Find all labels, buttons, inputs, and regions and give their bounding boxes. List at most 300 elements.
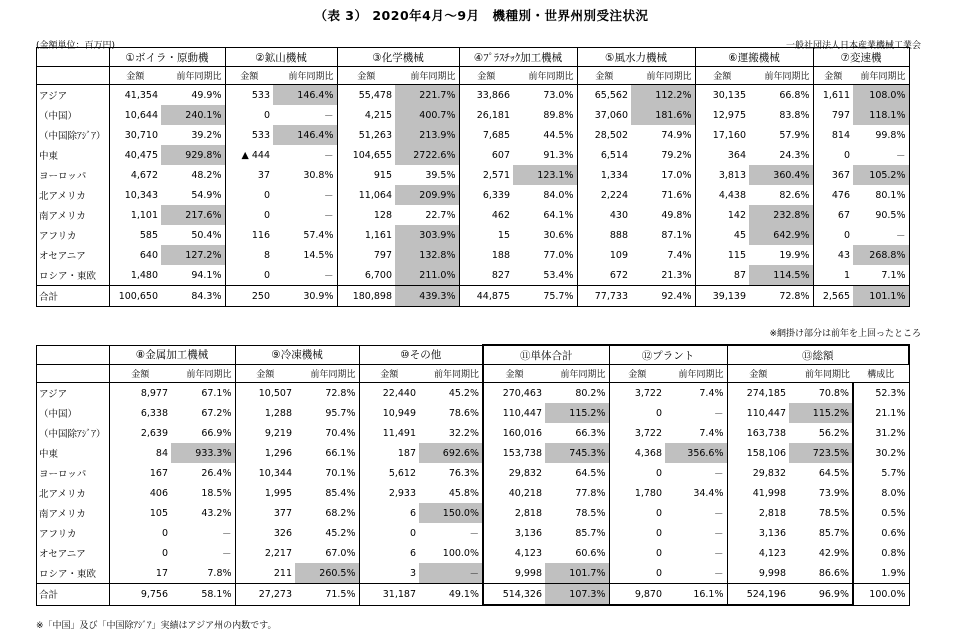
ratio-cell: 209.9% [395, 185, 459, 205]
region-label: 中東 [39, 449, 59, 460]
amount-cell: 6,338 [109, 403, 171, 423]
ratio-cell: 112.2% [631, 85, 695, 106]
ratio-cell: 56.2% [789, 423, 853, 443]
region-row [37, 383, 910, 404]
ratio-cell: 45.8% [448, 487, 480, 499]
share-cell: 0.6% [881, 527, 906, 539]
group-header: ①ボイラ・原動機 [109, 48, 225, 67]
amount-cell: 6 [359, 543, 419, 563]
ratio-cell: 75.7% [513, 286, 577, 307]
region-label: （中国除ｱｼﾞｱ） [39, 131, 106, 142]
region-row [37, 245, 910, 265]
amount-cell: 65,562 [577, 85, 631, 106]
amount-cell: 4,672 [109, 165, 161, 185]
group-header: ⑧金属加工機械 [109, 345, 235, 365]
amount-cell: 9,998 [727, 563, 789, 584]
amount-cell: 1,611 [813, 85, 853, 106]
ratio-cell: 89.8% [543, 109, 574, 121]
amount-cell: 0 [609, 543, 665, 563]
region-label: 南アメリカ [39, 509, 86, 520]
ratio-cell: 66.3% [575, 427, 606, 439]
group-header: ③化学機械 [337, 48, 459, 67]
orders-table-1 [36, 47, 910, 307]
region-label: アフリカ [39, 231, 77, 242]
amount-cell: 2,818 [727, 503, 789, 523]
ratio-header: 前年同期比 [789, 365, 853, 383]
ratio-cell: 30.8% [303, 169, 334, 181]
ratio-cell: － [714, 569, 724, 580]
ratio-cell: 72.8% [749, 286, 813, 307]
amount-cell: 67 [813, 205, 853, 225]
ratio-cell: 84.0% [543, 189, 574, 201]
ratio-header: 前年同期比 [295, 365, 359, 383]
ratio-cell: 49.8% [661, 209, 692, 221]
corner-cell [37, 345, 110, 365]
region-row [37, 403, 910, 423]
region-row [37, 105, 910, 125]
amount-cell: 188 [459, 245, 513, 265]
ratio-cell: 70.8% [789, 383, 853, 404]
amount-cell: 9,756 [109, 584, 171, 606]
ratio-header: 前年同期比 [853, 67, 909, 85]
amount-cell: 672 [577, 265, 631, 286]
amount-header: 金額 [609, 365, 665, 383]
ratio-cell: － [714, 529, 724, 540]
amount-cell: 180,898 [337, 286, 395, 307]
amount-cell: 0 [813, 145, 853, 165]
ratio-cell: 82.6% [779, 189, 810, 201]
ratio-cell: 360.4% [749, 165, 813, 185]
ratio-header: 前年同期比 [513, 67, 577, 85]
amount-cell: 827 [459, 265, 513, 286]
ratio-cell: － [896, 231, 906, 242]
ratio-cell: 42.9% [789, 543, 853, 563]
amount-cell: 9,998 [483, 563, 545, 584]
amount-header: 金額 [695, 67, 749, 85]
ratio-cell: 48.2% [191, 169, 222, 181]
ratio-cell: 64.1% [543, 209, 574, 221]
group-header: ⑥運搬機械 [695, 48, 813, 67]
ratio-cell: 86.6% [789, 563, 853, 584]
ratio-cell: － [324, 111, 334, 122]
amount-cell: 28,502 [577, 125, 631, 145]
amount-cell: 585 [109, 225, 161, 245]
ratio-cell: 57.9% [779, 129, 810, 141]
amount-cell: 476 [813, 185, 853, 205]
ratio-cell: － [222, 529, 232, 540]
amount-cell: 250 [225, 286, 273, 307]
amount-cell: 51,263 [337, 125, 395, 145]
amount-cell: 160,016 [483, 423, 545, 443]
corner-cell [37, 67, 110, 85]
amount-cell: 915 [337, 165, 395, 185]
ratio-cell: 53.4% [543, 269, 574, 281]
share-cell: 52.3% [875, 387, 906, 399]
ratio-header: 前年同期比 [419, 365, 483, 383]
corner-cell [37, 365, 110, 383]
amount-cell: 100,650 [109, 286, 161, 307]
ratio-cell: 101.1% [853, 286, 909, 307]
amount-cell: 640 [109, 245, 161, 265]
group-header-row [37, 345, 910, 365]
group-header: ⑩その他 [359, 345, 483, 365]
amount-cell: 15 [459, 225, 513, 245]
ratio-cell: 150.0% [419, 503, 483, 523]
amount-cell: 797 [337, 245, 395, 265]
share-cell: 0.8% [881, 547, 906, 559]
ratio-cell: 60.6% [575, 547, 606, 559]
amount-cell: 30,710 [109, 125, 161, 145]
region-label: 南アメリカ [39, 211, 86, 222]
amount-cell: 2,818 [483, 503, 545, 523]
ratio-cell: 71.5% [295, 584, 359, 606]
amount-cell: 9,219 [235, 423, 295, 443]
amount-cell: 3,136 [483, 523, 545, 543]
region-row [37, 165, 910, 185]
amount-cell: 30,135 [695, 85, 749, 106]
region-label: ヨーロッパ [39, 171, 87, 182]
region-row [37, 463, 910, 483]
share-cell: 0.5% [881, 507, 906, 519]
amount-cell: 116 [225, 225, 273, 245]
ratio-cell: 18.5% [201, 487, 232, 499]
region-row [37, 265, 910, 286]
ratio-header: 前年同期比 [545, 365, 609, 383]
ratio-cell: 76.3% [448, 467, 480, 479]
group-header: ⑨冷凍機械 [235, 345, 359, 365]
amount-cell: 45 [695, 225, 749, 245]
group-header: ⑪単体合計 [483, 345, 609, 365]
amount-cell: 797 [813, 105, 853, 125]
region-row [37, 543, 910, 563]
ratio-cell: 642.9% [749, 225, 813, 245]
ratio-cell: 115.2% [789, 403, 853, 423]
ratio-cell: 268.8% [853, 245, 909, 265]
ratio-cell: 32.2% [448, 427, 480, 439]
amount-cell: 4,438 [695, 185, 749, 205]
ratio-cell: － [419, 563, 483, 584]
amount-cell: 326 [235, 523, 295, 543]
group-header: ④ﾌﾟﾗｽﾁｯｸ加工機械 [459, 48, 577, 67]
region-label: アジア [39, 91, 68, 102]
ratio-header: 前年同期比 [665, 365, 727, 383]
ratio-header: 前年同期比 [749, 67, 813, 85]
region-row [37, 563, 910, 584]
amount-cell: 77,733 [577, 286, 631, 307]
region-row [37, 145, 910, 165]
ratio-cell: 211.0% [395, 265, 459, 286]
amount-cell: 104,655 [337, 145, 395, 165]
region-row [37, 443, 910, 463]
amount-cell: 377 [235, 503, 295, 523]
ratio-cell: 146.4% [273, 125, 337, 145]
ratio-cell: 213.9% [395, 125, 459, 145]
region-label: オセアニア [39, 549, 86, 560]
ratio-cell: 91.3% [543, 149, 574, 161]
ratio-cell: 240.1% [161, 105, 225, 125]
amount-cell: 44,875 [459, 286, 513, 307]
ratio-cell: 114.5% [749, 265, 813, 286]
amount-cell: 37 [225, 165, 273, 185]
amount-cell: 430 [577, 205, 631, 225]
ratio-cell: 67.0% [325, 547, 356, 559]
ratio-cell: 99.8% [875, 129, 906, 141]
share-cell: 8.0% [881, 487, 906, 499]
region-row [37, 225, 910, 245]
region-row [37, 185, 910, 205]
amount-cell: 3 [359, 563, 419, 584]
region-label: 中東 [39, 151, 59, 162]
amount-cell: 27,273 [235, 584, 295, 606]
group-header: ⑫プラント [609, 345, 727, 365]
amount-header: 金額 [459, 67, 513, 85]
region-row [37, 483, 910, 503]
ratio-cell: 80.2% [575, 387, 606, 399]
ratio-cell: － [714, 549, 724, 560]
amount-cell: 109 [577, 245, 631, 265]
region-label: ヨーロッパ [39, 469, 87, 480]
ratio-cell: 439.3% [395, 286, 459, 307]
amount-cell: 0 [609, 563, 665, 584]
amount-cell: 1 [813, 265, 853, 286]
amount-header: 金額 [727, 365, 789, 383]
share-cell: 5.7% [881, 467, 906, 479]
ratio-header: 前年同期比 [161, 67, 225, 85]
region-row [37, 125, 910, 145]
ratio-cell: 933.3% [171, 443, 235, 463]
region-label: （中国） [39, 409, 78, 420]
amount-cell: ▲ 444 [225, 145, 273, 165]
amount-cell: 814 [813, 125, 853, 145]
share-cell: 30.2% [875, 447, 906, 459]
ratio-cell: 72.8% [325, 387, 356, 399]
ratio-cell: 45.2% [448, 387, 480, 399]
amount-header: 金額 [813, 67, 853, 85]
region-label: アフリカ [39, 529, 77, 540]
amount-cell: 9,870 [609, 584, 665, 606]
total-row [37, 584, 910, 606]
ratio-cell: 22.7% [425, 209, 456, 221]
amount-cell: 29,832 [483, 463, 545, 483]
amount-cell: 0 [609, 463, 665, 483]
amount-cell: 43 [813, 245, 853, 265]
ratio-cell: 14.5% [303, 249, 334, 261]
amount-cell: 0 [225, 105, 273, 125]
ratio-cell: － [324, 191, 334, 202]
amount-cell: 4,215 [337, 105, 395, 125]
amount-cell: 2,639 [109, 423, 171, 443]
ratio-cell: 66.8% [779, 89, 810, 101]
ratio-cell: 101.7% [545, 563, 609, 584]
bottom-note: ※「中国」及び「中国除ｱｼﾞｱ」実績はアジア州の内数です。 [36, 621, 277, 631]
amount-cell: 1,480 [109, 265, 161, 286]
ratio-cell: 17.0% [661, 169, 692, 181]
region-row [37, 205, 910, 225]
amount-cell: 0 [609, 403, 665, 423]
region-label: オセアニア [39, 251, 86, 262]
amount-cell: 367 [813, 165, 853, 185]
amount-cell: 167 [109, 463, 171, 483]
ratio-cell: 77.8% [575, 487, 606, 499]
region-label: 合計 [37, 286, 110, 307]
amount-header: 金額 [109, 365, 171, 383]
ratio-cell: 64.5% [575, 467, 606, 479]
ratio-cell: 105.2% [853, 165, 909, 185]
amount-cell: 462 [459, 205, 513, 225]
ratio-cell: 723.5% [789, 443, 853, 463]
amount-cell: 7,685 [459, 125, 513, 145]
amount-cell: 533 [225, 85, 273, 106]
amount-cell: 3,722 [609, 383, 665, 404]
ratio-cell: － [896, 151, 906, 162]
ratio-cell: 118.1% [853, 105, 909, 125]
ratio-cell: 50.4% [191, 229, 222, 241]
ratio-cell: 54.9% [191, 189, 222, 201]
ratio-cell: － [714, 409, 724, 420]
share-cell: 21.1% [875, 407, 906, 419]
ratio-cell: 232.8% [749, 205, 813, 225]
ratio-cell: 7.4% [667, 249, 692, 261]
region-label: 北アメリカ [39, 489, 86, 500]
ratio-cell: 30.6% [543, 229, 574, 241]
ratio-cell: 21.3% [661, 269, 692, 281]
ratio-cell: 71.6% [661, 189, 692, 201]
group-header-row [37, 48, 910, 67]
amount-cell: 4,368 [609, 443, 665, 463]
ratio-cell: 66.9% [201, 427, 232, 439]
amount-cell: 3,813 [695, 165, 749, 185]
ratio-cell: 96.9% [789, 584, 853, 606]
amount-cell: 364 [695, 145, 749, 165]
ratio-cell: 7.4% [699, 387, 724, 399]
amount-header: 金額 [109, 67, 161, 85]
amount-cell: 41,354 [109, 85, 161, 106]
region-row [37, 503, 910, 523]
ratio-cell: 100.0% [442, 547, 480, 559]
ratio-cell: 39.2% [191, 129, 222, 141]
ratio-cell: 64.5% [789, 463, 853, 483]
amount-cell: 6 [359, 503, 419, 523]
ratio-header: 前年同期比 [273, 67, 337, 85]
amount-cell: 40,218 [483, 483, 545, 503]
ratio-cell: 70.4% [325, 427, 356, 439]
ratio-cell: 2722.6% [395, 145, 459, 165]
ratio-cell: 34.4% [693, 487, 724, 499]
amount-cell: 1,296 [235, 443, 295, 463]
ratio-cell: 745.3% [545, 443, 609, 463]
amount-cell: 10,344 [235, 463, 295, 483]
amount-cell: 2,224 [577, 185, 631, 205]
ratio-cell: 57.4% [303, 229, 334, 241]
amount-cell: 0 [109, 543, 171, 563]
group-header: ②鉱山機械 [225, 48, 337, 67]
amount-cell: 0 [109, 523, 171, 543]
amount-cell: 163,738 [727, 423, 789, 443]
amount-cell: 533 [225, 125, 273, 145]
ratio-cell: － [714, 469, 724, 480]
ratio-cell: 132.8% [395, 245, 459, 265]
amount-cell: 110,447 [483, 403, 545, 423]
amount-cell: 2,565 [813, 286, 853, 307]
amount-cell: 115 [695, 245, 749, 265]
region-label: （中国除ｱｼﾞｱ） [39, 429, 106, 440]
amount-cell: 0 [359, 523, 419, 543]
ratio-cell: 95.7% [325, 407, 356, 419]
amount-header: 金額 [225, 67, 273, 85]
amount-cell: 1,334 [577, 165, 631, 185]
amount-cell: 153,738 [483, 443, 545, 463]
ratio-cell: 929.8% [161, 145, 225, 165]
corner-cell [37, 48, 110, 67]
ratio-cell: 108.0% [853, 85, 909, 106]
ratio-cell: 85.4% [325, 487, 356, 499]
amount-cell: 40,475 [109, 145, 161, 165]
amount-cell: 8 [225, 245, 273, 265]
ratio-cell: － [324, 271, 334, 282]
ratio-cell: 68.2% [325, 507, 356, 519]
amount-cell: 0 [225, 265, 273, 286]
amount-cell: 128 [337, 205, 395, 225]
ratio-cell: 7.1% [881, 269, 906, 281]
ratio-cell: 260.5% [295, 563, 359, 584]
amount-cell: 3,722 [609, 423, 665, 443]
amount-cell: 26,181 [459, 105, 513, 125]
ratio-cell: 85.7% [789, 523, 853, 543]
ratio-cell: 58.1% [171, 584, 235, 606]
region-label: ロシア・東欧 [39, 271, 97, 282]
ratio-cell: 70.1% [325, 467, 356, 479]
ratio-cell: 74.9% [661, 129, 692, 141]
share-cell: 100.0% [853, 584, 909, 606]
amount-cell: 6,700 [337, 265, 395, 286]
amount-cell: 274,185 [727, 383, 789, 404]
ratio-cell: 80.1% [875, 189, 906, 201]
amount-cell: 10,507 [235, 383, 295, 404]
amount-cell: 0 [609, 503, 665, 523]
amount-cell: 31,187 [359, 584, 419, 606]
amount-cell: 270,463 [483, 383, 545, 404]
ratio-header: 前年同期比 [171, 365, 235, 383]
ratio-cell: 73.9% [789, 483, 853, 503]
ratio-cell: 303.9% [395, 225, 459, 245]
amount-cell: 2,933 [359, 483, 419, 503]
total-row [37, 286, 910, 307]
ratio-cell: 78.5% [575, 507, 606, 519]
ratio-cell: 79.2% [661, 149, 692, 161]
amount-cell: 17,160 [695, 125, 749, 145]
amount-cell: 3,136 [727, 523, 789, 543]
ratio-cell: 146.4% [273, 85, 337, 106]
ratio-cell: 67.2% [201, 407, 232, 419]
region-row [37, 523, 910, 543]
amount-cell: 39,139 [695, 286, 749, 307]
ratio-cell: 90.5% [875, 209, 906, 221]
ratio-cell: 221.7% [395, 85, 459, 106]
amount-cell: 0 [609, 523, 665, 543]
ratio-cell: 49.1% [419, 584, 483, 606]
ratio-cell: 127.2% [161, 245, 225, 265]
amount-cell: 888 [577, 225, 631, 245]
ratio-cell: 107.3% [545, 584, 609, 606]
ratio-cell: 400.7% [395, 105, 459, 125]
ratio-cell: 7.4% [699, 427, 724, 439]
ratio-cell: 83.8% [779, 109, 810, 121]
amount-cell: 0 [813, 225, 853, 245]
amount-cell: 105 [109, 503, 171, 523]
amount-cell: 12,975 [695, 105, 749, 125]
ratio-header: 前年同期比 [631, 67, 695, 85]
ratio-cell: 39.5% [425, 169, 456, 181]
